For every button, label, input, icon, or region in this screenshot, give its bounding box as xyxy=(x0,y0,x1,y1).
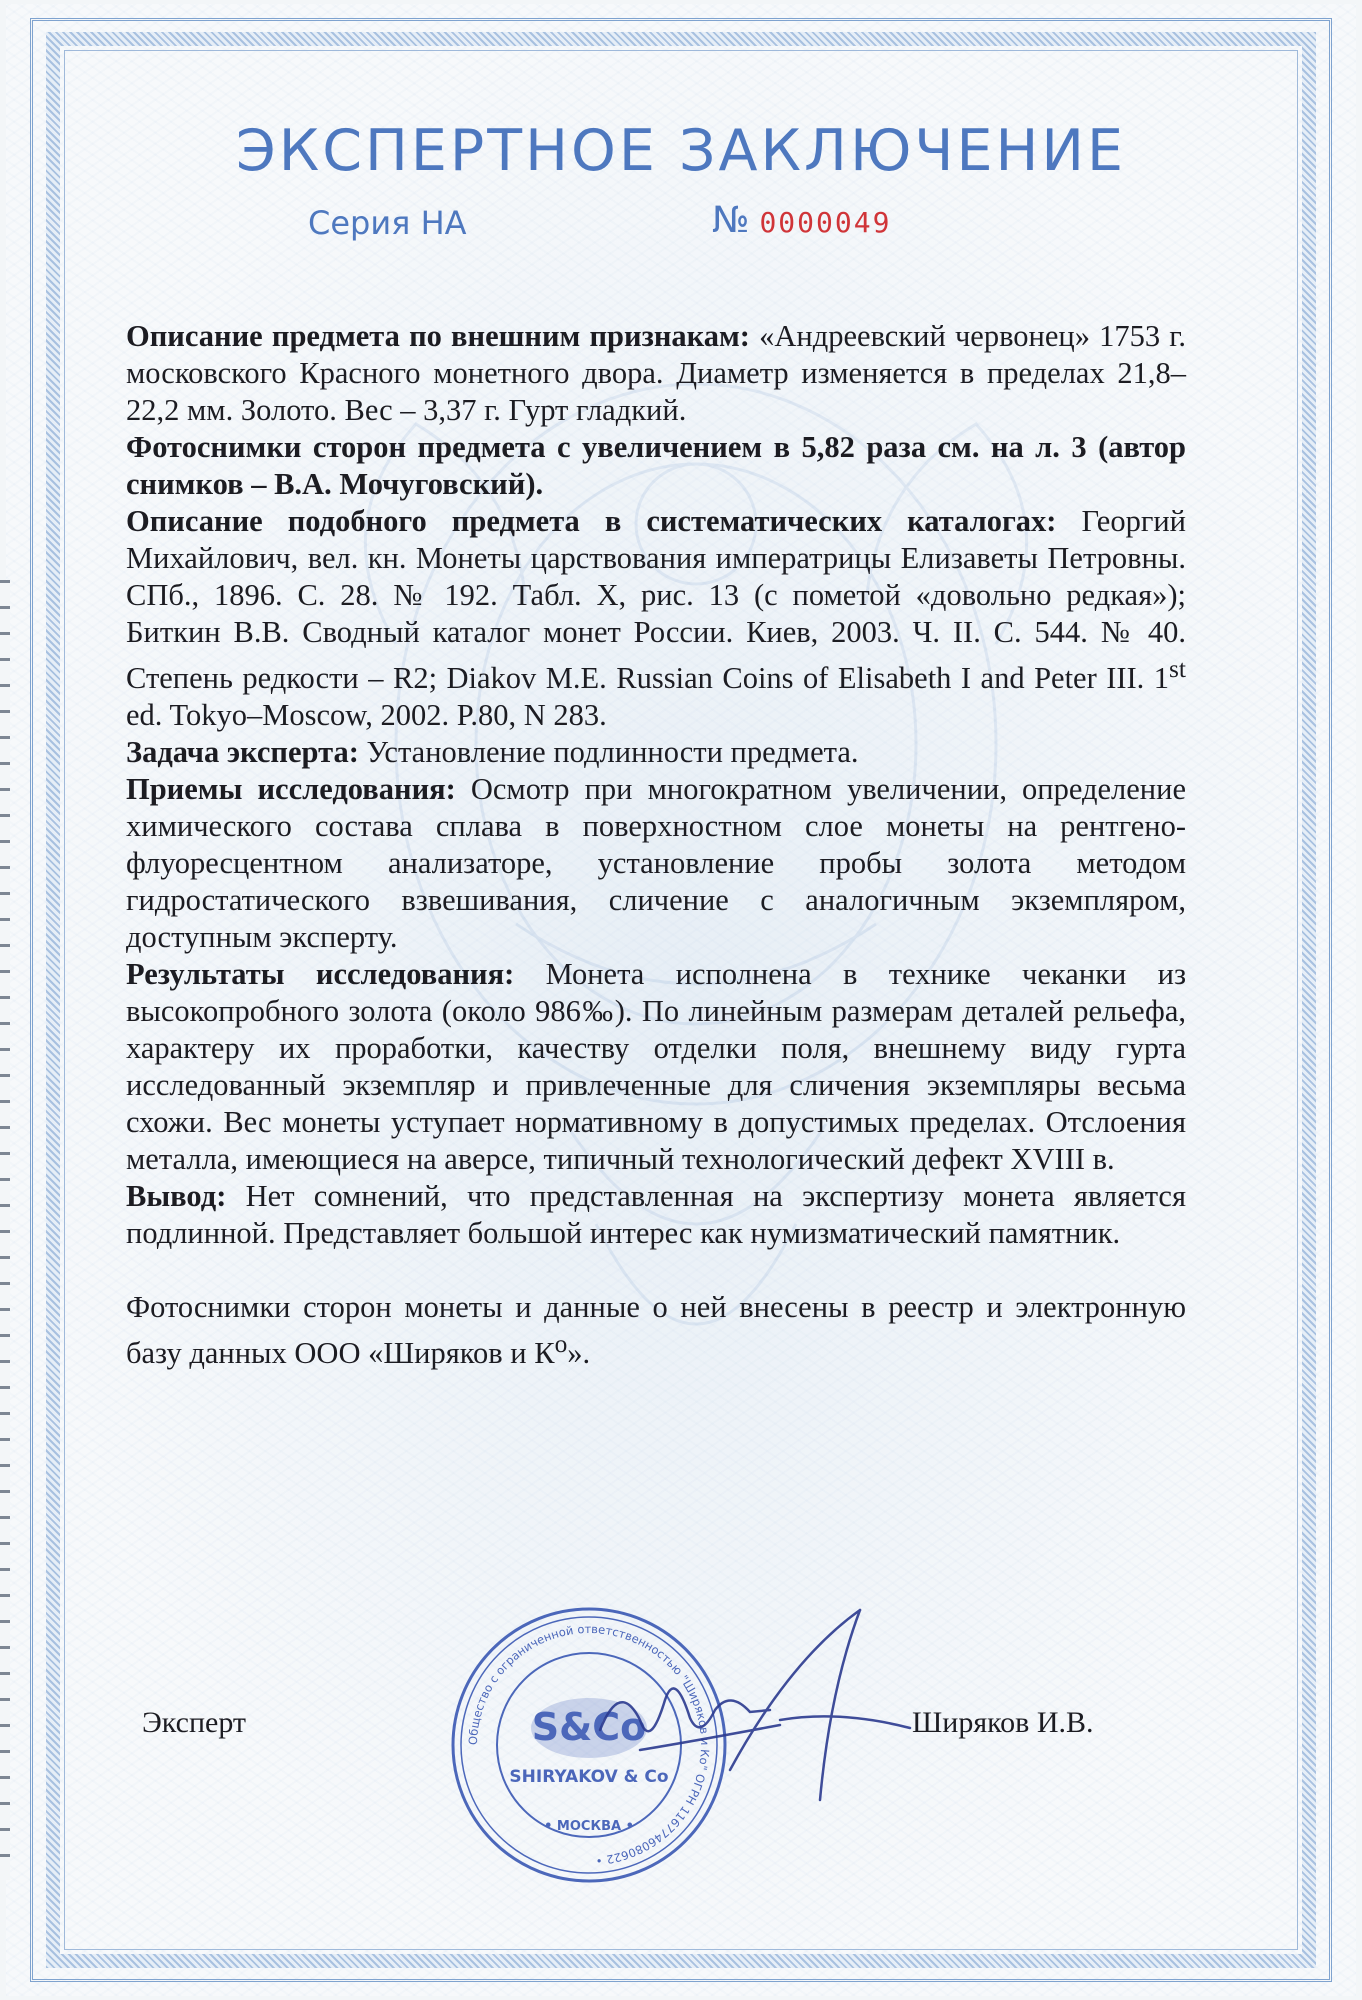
binding-holes xyxy=(0,580,10,1880)
paragraph-description xyxy=(126,318,1186,429)
text-methods: Осмотр при многократном увеличении, определение химического состава сплава в поверхностном слое монеты на рентгено-флуоресцентном анализаторе, установление пробы золота методом гидростатического взвешивания, сличение с аналогичным экземпляром, доступным эксперту. xyxy=(126,772,1186,955)
label-methods: Приемы исследования: xyxy=(126,772,456,807)
number-value: 0000049 xyxy=(759,206,892,239)
label-results: Результаты исследования: xyxy=(126,957,515,992)
label-description: Описание предмета по внешним признакам: xyxy=(126,319,750,353)
text-task: Установление подлинности предмета. xyxy=(358,735,859,770)
certificate-body xyxy=(126,318,1186,1372)
expert-signature xyxy=(580,1600,960,1810)
text-registry-after: ». xyxy=(567,1336,591,1371)
text-registry: Фотоснимки сторон монеты и данные о ней внесены в реестр и электронную базу данных ООО «Ширяков и К xyxy=(126,1290,1186,1371)
paragraph-photos xyxy=(126,429,1186,503)
svg-text:• МОСКВА •: • МОСКВА • xyxy=(544,1819,634,1834)
label-photos: Фотоснимки сторон предмета с увеличением в 5,82 раза см. на л. 3 (автор снимков – В.А. Мочуговский). xyxy=(126,430,1186,501)
document-title: ЭКСПЕРТНОЕ ЗАКЛЮЧЕНИЕ xyxy=(235,118,1126,184)
text-catalogs-sup: st xyxy=(1169,655,1186,683)
seal-ring-text: Общество с ограниченной ответственностью "Ширяков и Ко" ОГРН 1167746080622 • xyxy=(465,1621,713,1868)
expert-name: Ширяков И.В. xyxy=(912,1706,1094,1739)
text-registry-sup: о xyxy=(554,1330,568,1359)
text-results: Монета исполнена в технике чеканки из высокопробного золота (около 986‰). По линейным размерам деталей рельефа, характеру их проработки, качеству отделки поля, внешнему виду гурта исследованный экземпляр и привлеченные для сличения экземпляры весьма схожи. Вес монеты уступает нормативному в допустимых пределах. Отслоения металла, имеющиеся на аверсе, типичный технологический дефект XVIII в. xyxy=(126,957,1187,1177)
svg-text:S&Co: S&Co xyxy=(531,1705,647,1749)
paragraph-catalogs xyxy=(126,503,1186,734)
text-catalogs: Георгий Михайлович, вел. кн. Монеты царствования императрицы Елизаветы Петровны. СПб., 1896. С. 28. № 192. Табл. X, рис. 13 (с пометой «довольно редкая»); Биткин В.В. Сводный каталог монет России. Киев, 2003. Ч. II. С. 544. № 40. Степень редкости – R2; Diakov M.E. Russian Coins of Elisabeth I and Peter III. 1 xyxy=(126,504,1186,696)
expert-label: Эксперт xyxy=(142,1706,247,1739)
paragraph-results xyxy=(126,956,1186,1178)
text-description: «Андреевский червонец» 1753 г. московского Красного монетного двора. Диаметр изменяется в пределах 21,8–22,2 мм. Золото. Вес – 3,37 г. Гурт гладкий. xyxy=(126,319,1186,427)
label-task: Задача эксперта: xyxy=(126,735,359,770)
paragraph-methods xyxy=(126,771,1186,956)
svg-text:SHIRYAKOV & Co: SHIRYAKOV & Co xyxy=(509,1767,669,1787)
document-number xyxy=(712,200,891,241)
text-conclusion: Нет сомнений, что представленная на экспертизу монета является подлинной. Представляет большой интерес как нумизматический памятник. xyxy=(126,1179,1186,1251)
label-catalogs: Описание подобного предмета в систематических каталогах: xyxy=(126,504,1057,538)
paragraph-conclusion xyxy=(126,1178,1186,1252)
paragraph-task xyxy=(126,734,1186,771)
series-label: Серия НА xyxy=(308,204,467,242)
number-sign: № xyxy=(712,200,750,241)
text-catalogs-after: ed. Tokyo–Moscow, 2002. P.80, N 283. xyxy=(126,698,607,733)
paragraph-registry xyxy=(126,1289,1186,1372)
label-conclusion: Вывод: xyxy=(126,1179,227,1214)
